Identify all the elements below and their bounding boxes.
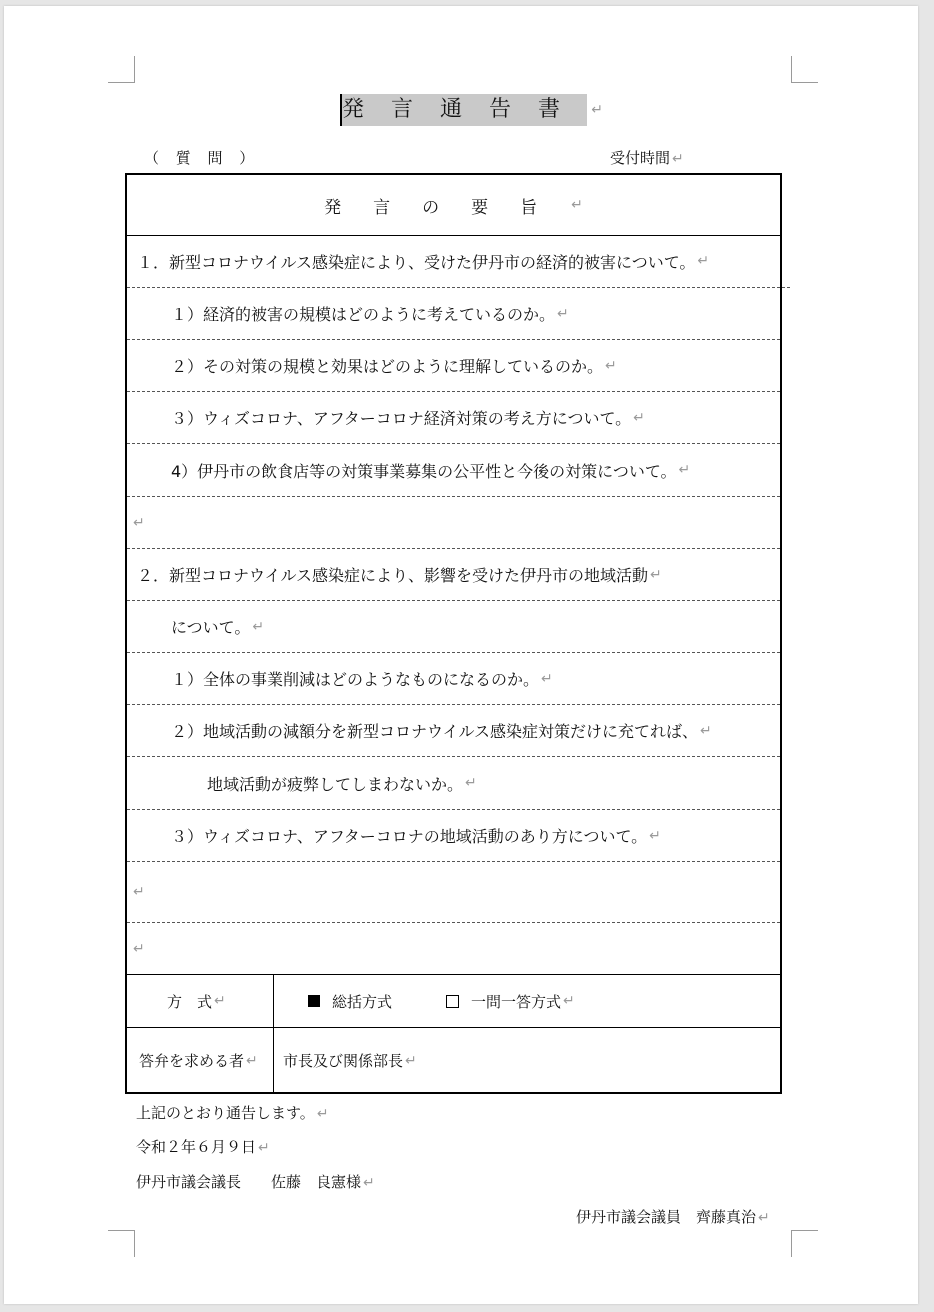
crop-mark-bottom-left	[108, 1230, 135, 1257]
summary-line[interactable]	[127, 288, 780, 340]
paragraph-mark-icon: ↵	[246, 1052, 258, 1069]
summary-line[interactable]	[127, 549, 780, 601]
sender-text: 伊丹市議会議員 齊藤真治	[576, 1208, 757, 1226]
paragraph-mark-icon: ↵	[258, 1140, 270, 1156]
method-options	[274, 975, 780, 1027]
paragraph-mark-icon: ↵	[133, 514, 145, 531]
summary-line[interactable]	[127, 444, 780, 497]
notice-statement	[136, 1102, 329, 1123]
notice-date	[136, 1136, 270, 1157]
question-type: （ 質 問 ）	[144, 149, 261, 167]
paragraph-mark-icon: ↵	[678, 462, 691, 478]
paragraph-mark-icon: ↵	[591, 102, 604, 118]
paragraph-mark-icon: ↵	[133, 940, 145, 957]
respondent-value-text: 市長及び関係部長	[283, 1052, 404, 1070]
paragraph-mark-icon: ↵	[571, 197, 583, 213]
addressee	[136, 1171, 375, 1192]
checkbox-checked-icon[interactable]	[308, 995, 320, 1007]
summary-line-text: １）経済的被害の規模はどのように考えているのか。	[171, 305, 556, 324]
receipt-time-label	[610, 147, 684, 168]
document-page	[4, 6, 918, 1304]
crop-mark-top-left	[108, 56, 135, 83]
summary-line[interactable]	[127, 810, 780, 862]
paragraph-mark-icon: ↵	[405, 1052, 417, 1069]
summary-line-text: ３）ウィズコロナ、アフターコロナの地域活動のあり方について。	[171, 827, 648, 846]
paragraph-mark-icon: ↵	[649, 827, 661, 844]
crop-mark-bottom-right	[791, 1230, 818, 1257]
summary-line[interactable]	[127, 923, 780, 974]
paragraph-mark-icon: ↵	[758, 1210, 770, 1226]
summary-heading-text: 発言の要旨	[324, 197, 570, 218]
summary-line[interactable]	[127, 757, 780, 810]
summary-line[interactable]	[127, 601, 780, 653]
method-option-summary[interactable]: 総括方式	[332, 992, 393, 1011]
summary-line[interactable]	[127, 862, 780, 923]
paragraph-mark-icon: ↵	[214, 993, 226, 1009]
crop-mark-top-right	[791, 56, 818, 83]
paragraph-mark-icon: ↵	[363, 1175, 375, 1191]
paragraph-mark-icon: ↵	[557, 305, 569, 322]
paragraph-mark-icon: ↵	[316, 1106, 329, 1122]
summary-line-text: ３）ウィズコロナ、アフターコロナ経済対策の考え方について。	[171, 409, 632, 428]
notice-table	[125, 173, 782, 1094]
summary-line-text: 4）伊丹市の飲食店等の対策事業募集の公平性と今後の対策について。	[171, 461, 677, 481]
summary-line-text: ２．新型コロナウイルス感染症により、影響を受けた伊丹市の地域活動	[137, 566, 649, 585]
summary-line[interactable]	[127, 392, 780, 444]
document-title-text: 発言通告書	[342, 97, 588, 122]
summary-line[interactable]	[127, 653, 780, 705]
document-title[interactable]	[340, 94, 604, 126]
summary-line[interactable]	[127, 235, 790, 288]
summary-line-text: ２）地域活動の減額分を新型コロナウイルス感染症対策だけに充てれば、	[171, 722, 699, 741]
respondent-row	[127, 1027, 780, 1093]
paragraph-mark-icon: ↵	[465, 775, 477, 791]
notice-statement-text: 上記のとおり通告します。	[136, 1104, 315, 1122]
paragraph-mark-icon: ↵	[133, 884, 145, 900]
summary-line-text: 地域活動が疲弊してしまわないか。	[207, 774, 464, 794]
respondent-label	[127, 1028, 274, 1093]
method-label-text: 方 式	[167, 992, 213, 1011]
summary-line-text: １）全体の事業削減はどのようなものになるのか。	[171, 670, 540, 689]
respondent-label-text: 答弁を求める者	[139, 1052, 245, 1070]
summary-heading	[127, 175, 780, 236]
receipt-time-text: 受付時間	[610, 149, 671, 167]
method-option-one-by-one[interactable]: 一問一答方式	[471, 992, 562, 1011]
summary-line-text: ２）その対策の規模と効果はどのように理解しているのか。	[171, 357, 604, 376]
addressee-text: 伊丹市議会議長 佐藤 良憲様	[136, 1173, 362, 1191]
summary-line-text: について。	[171, 618, 251, 637]
respondent-value[interactable]	[274, 1028, 780, 1093]
method-label	[127, 975, 274, 1027]
paragraph-mark-icon: ↵	[252, 618, 265, 635]
text-cursor	[340, 94, 342, 126]
paragraph-mark-icon: ↵	[672, 151, 684, 167]
sender	[576, 1206, 770, 1227]
summary-line[interactable]	[127, 705, 780, 757]
paragraph-mark-icon: ↵	[700, 722, 712, 739]
summary-line[interactable]	[127, 340, 780, 392]
summary-line-text: １．新型コロナウイルス感染症により、受けた伊丹市の経済的被害について。	[137, 252, 696, 272]
notice-date-text: 令和２年６月９日	[136, 1138, 257, 1156]
paragraph-mark-icon: ↵	[697, 253, 710, 269]
paragraph-mark-icon: ↵	[605, 357, 617, 374]
paragraph-mark-icon: ↵	[633, 409, 645, 426]
paragraph-mark-icon: ↵	[650, 566, 662, 583]
paragraph-mark-icon: ↵	[563, 993, 575, 1009]
summary-line[interactable]	[127, 497, 780, 549]
paragraph-mark-icon: ↵	[541, 670, 553, 687]
method-row	[127, 974, 780, 1027]
checkbox-unchecked-icon[interactable]	[446, 995, 459, 1008]
